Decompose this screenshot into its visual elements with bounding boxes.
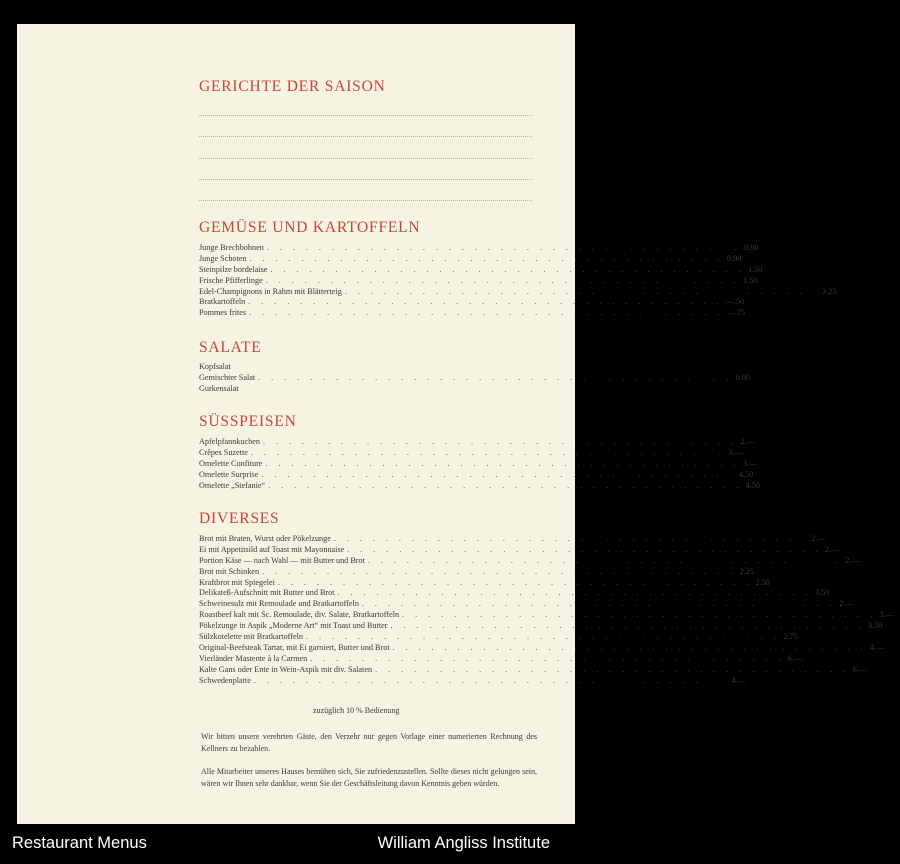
menu-item xyxy=(199,653,802,665)
menu-item xyxy=(199,297,745,308)
item-price: 3.50 xyxy=(867,621,883,631)
misc-list xyxy=(199,534,894,686)
section-title-salads: SALATE xyxy=(199,339,262,356)
dot-leader: . . . . . . . . . . . . . . . . . . . . . . . . . . . . . . . . . . . . . xyxy=(277,577,753,587)
menu-item xyxy=(199,621,883,632)
item-price: 2.— xyxy=(824,544,840,554)
menu-item xyxy=(199,447,743,459)
item-name: Omelette Surprise xyxy=(199,469,259,479)
dot-leader: . . . . . . . . . . . . . . . . . . . . . . . . . . . . . . . . . . . . . xyxy=(265,458,740,468)
menu-item xyxy=(199,577,770,589)
item-name: Brot mit Schinken xyxy=(199,566,260,576)
menu-item xyxy=(199,243,759,254)
item-name: Gemischter Salat xyxy=(199,372,256,382)
dot-leader: . . . . . . . . . . . . . . . . . . . . . . . . . . . . . . . . . . . . . xyxy=(248,297,723,307)
salads-list xyxy=(199,362,750,395)
item-price: 4.— xyxy=(731,675,746,685)
section-title-misc: DIVERSES xyxy=(199,510,280,527)
menu-item xyxy=(199,480,760,492)
blank-line xyxy=(199,115,532,116)
dot-leader: . . . . . . . . . . . . . . . . . . . . . . . . . . . . . . . . . . . . . xyxy=(249,308,724,318)
item-name: Edel-Champignons in Rahm mit Blätterteig xyxy=(199,286,342,296)
item-name: Gurkensalat xyxy=(199,383,239,393)
item-price: 3.25 xyxy=(822,286,837,296)
vegetables-list xyxy=(199,243,837,319)
item-name: Roastbeef kalt mit Sc. Remoulade, div. Salate, Bratkartoffeln xyxy=(199,610,400,620)
item-price: 6.— xyxy=(787,653,802,663)
item-price: 6.— xyxy=(852,664,867,674)
menu-page xyxy=(17,24,894,824)
dot-leader: . . . . . . . . . . . . . . . . . . . . . . . . . . . . . . . . . . . . . xyxy=(310,653,785,663)
dot-leader: . . . . . . . . . . . . . . . . . . . . . . . . . . . . . . . . . . . . . xyxy=(261,469,736,479)
item-price: 1.50 xyxy=(743,275,758,285)
caption-right: William Angliss Institute xyxy=(377,834,550,852)
dot-leader: . . . . . . . . . . . . . . . . . . . . . . . . . . . . . . . . . . . . . xyxy=(250,447,726,457)
menu-item xyxy=(199,544,840,556)
item-name: Bratkartoffeln xyxy=(199,297,246,307)
dot-leader: . . . . . . . . . . . . . . . . . . . . . . . . . . . . . . . . . . . . . xyxy=(347,544,822,554)
item-name: Junge Schoten xyxy=(199,253,247,263)
item-price: 0.90 xyxy=(727,253,742,263)
menu-item xyxy=(199,469,754,481)
item-price: 4.50 xyxy=(738,469,754,479)
menu-item xyxy=(199,675,746,687)
item-name: Original-Beefsteak Tartar, mit Ei garniert, Butter und Brot xyxy=(199,642,390,652)
dot-leader: . . . . . . . . . . . . . . . . . . . . . . . . . . . . . . . . . . . . . xyxy=(268,480,743,490)
item-price: 3.— xyxy=(742,458,758,468)
item-price: 3.50 xyxy=(815,588,830,598)
item-price: 2.— xyxy=(740,437,755,446)
feedback-paragraph: Alle Mitarbeiter unseres Hauses bemühen sich, Sie zufriedenzustellen. Sollte dieses nicht gelungen sein, wären wir Ihnen sehr dankbar, wenn Sie der Geschäftsleitung davon Kenntnis geben würden. xyxy=(201,767,537,788)
item-name: Junge Brechbohnen xyxy=(199,243,264,252)
item-price: 4.50 xyxy=(745,480,760,490)
item-name: Apfelpfannkuchen xyxy=(199,437,260,446)
dot-leader: . . . . . . . . . . . . . . . . . . . . . . . . . . . . . . . . . . . . . xyxy=(262,566,737,576)
menu-item xyxy=(199,275,758,287)
item-price: 2.75 xyxy=(783,632,798,642)
menu-item xyxy=(199,599,854,610)
dot-leader: . . . . . . . . . . . . . . . . . . . . . . . . . . . . . . . . . . . . . xyxy=(262,437,738,446)
item-name: Omelette „Stefanie“ xyxy=(199,480,266,490)
item-price: 0.90 xyxy=(744,243,759,252)
item-name: Brot mit Braten, Wurst oder Pökelzunge xyxy=(199,534,331,543)
dot-leader: . . . . . . . . . . . . . . . . . . . . . . . . . . . . . . . . . . . . . xyxy=(270,264,745,274)
blank-line xyxy=(199,158,532,159)
menu-item xyxy=(199,308,745,319)
dot-leader: . . . . . . . . . . . . . . . . . . . . . . . . . . . . . . . . . . . . . xyxy=(249,253,725,263)
item-name: Omelette Confiture xyxy=(199,458,263,468)
menu-item xyxy=(199,534,826,545)
dot-leader: . . . . . . . . . . . . . . . . . . . . . . . . . . . . . . . . . . . . . xyxy=(367,555,843,565)
item-name: Pökelzunge in Aspik „Moderne Art“ mit Toast und Butter xyxy=(199,621,388,631)
item-name: Schweinesulz mit Remoulade und Bratkartoffeln xyxy=(199,599,359,609)
menu-item xyxy=(199,286,837,298)
item-name: Kraftbrot mit Spiegelei xyxy=(199,577,275,587)
dot-leader: . . . . . . . . . . . . . . . . . . . . . . . . . . . . . . . . . . . . . xyxy=(344,286,820,296)
item-price: —.50 xyxy=(725,297,745,307)
dot-leader: . . . . . . . . . . . . . . . . . . . . . . . . . . . . . . . . . . . . . xyxy=(305,632,781,642)
item-price: 3.— xyxy=(879,610,894,620)
item-price: 0.80 xyxy=(735,372,750,382)
desserts-list xyxy=(199,437,760,491)
dot-leader: . . . . . . . . . . . . . . . . . . . . . . . . . . . . . . . . . . . . . xyxy=(402,610,877,620)
menu-item xyxy=(199,384,535,395)
item-name: Sülzkotelette mit Bratkartoffeln xyxy=(199,632,303,642)
item-price: 2.25 xyxy=(739,566,754,576)
item-price: 2.— xyxy=(839,599,854,609)
item-price: 3.— xyxy=(728,447,743,457)
menu-item xyxy=(199,566,754,578)
blank-line xyxy=(199,136,532,137)
dot-leader: . . . . . . . . . . . . . . . . . . . . . . . . . . . . . . . . . . . . . xyxy=(333,534,809,543)
menu-item xyxy=(199,642,885,654)
service-note: zuzüglich 10 % Bedienung xyxy=(313,706,400,715)
blank-line xyxy=(199,179,532,180)
blank-line xyxy=(199,200,532,201)
payment-paragraph: Wir bitten unsere verehrten Gäste, den Verzehr nur gegen Vorlage einer numerierten Rechnung des Kellners zu bezahlen. xyxy=(201,732,537,753)
dot-leader: . . . . . . . . . . . . . . . . . . . . . . . . . . . . . . . . . . . . . xyxy=(361,599,837,609)
menu-item xyxy=(199,362,535,373)
menu-item xyxy=(199,632,798,643)
dot-leader: . . . . . . . . . . . . . . . . . . . . . . . . . . . . . . . . . . . . . xyxy=(337,588,813,598)
menu-item xyxy=(199,264,763,276)
item-price: 2.50 xyxy=(755,577,770,587)
menu-item xyxy=(199,437,755,448)
menu-item xyxy=(199,555,860,567)
item-name: Delikateß-Aufschnitt mit Butter und Brot xyxy=(199,588,335,598)
menu-item xyxy=(199,458,758,470)
item-price: 4.— xyxy=(870,642,885,652)
item-price: —.75 xyxy=(726,308,745,318)
item-name: Kalte Gans oder Ente in Wein-Aspik mit div. Salaten xyxy=(199,664,373,674)
dot-leader: . . . . . . . . . . . . . . . . . . . . . . . . . . . . . . . . . . . . . xyxy=(390,621,865,631)
item-name: Crêpes Suzette xyxy=(199,447,248,457)
item-price: 1.50 xyxy=(747,264,763,274)
item-name: Pommes frites xyxy=(199,308,247,318)
item-name: Portion Käse — nach Wahl — mit Butter und Brot xyxy=(199,555,365,565)
item-name: Steinpilze bordelaise xyxy=(199,264,268,274)
dot-leader: . . . . . . . . . . . . . . . . . . . . . . . . . . . . . . . . . . . . . xyxy=(266,243,742,252)
item-price: 2.— xyxy=(811,534,826,543)
item-name: Vierländer Mastente à la Carmen xyxy=(199,653,308,663)
dot-leader: . . . . . . . . . . . . . . . . . . . . . . . . . . . . . . . . . . . . . xyxy=(265,275,741,285)
dot-leader: . . . . . . . . . . . . . . . . . . . . . . . . . . . . . . . . . . . . . xyxy=(392,642,868,652)
dot-leader: . . . . . . . . . . . . . . . . . . . . . . . . . . . . . . . . . . . . . xyxy=(258,372,733,382)
menu-item xyxy=(199,610,894,621)
dot-leader: . . . . . . . . . . . . . . . . . . . . . . . . . . . . . . . . . . . . . xyxy=(253,675,729,685)
item-name: Kopfsalat xyxy=(199,362,231,371)
dot-leader: . . . . . . . . . . . . . . . . . . . . . . . . . . . . . . . . . . . . . xyxy=(375,664,850,674)
menu-item xyxy=(199,588,830,599)
item-price: 2.— xyxy=(845,555,860,565)
item-name: Frische Pfifferlinge xyxy=(199,275,263,285)
item-name: Ei mit Appetitsild auf Toast mit Mayonnaise xyxy=(199,544,345,554)
section-title-desserts: SÜSSPEISEN xyxy=(199,413,297,430)
section-title-season: GERICHTE DER SAISON xyxy=(199,78,386,95)
menu-item xyxy=(199,253,742,265)
caption-left: Restaurant Menus xyxy=(12,834,147,852)
menu-item xyxy=(199,664,867,676)
menu-item xyxy=(199,372,750,384)
item-name: Schwedenplatte xyxy=(199,675,251,685)
section-title-vegetables: GEMÜSE UND KARTOFFELN xyxy=(199,219,421,236)
